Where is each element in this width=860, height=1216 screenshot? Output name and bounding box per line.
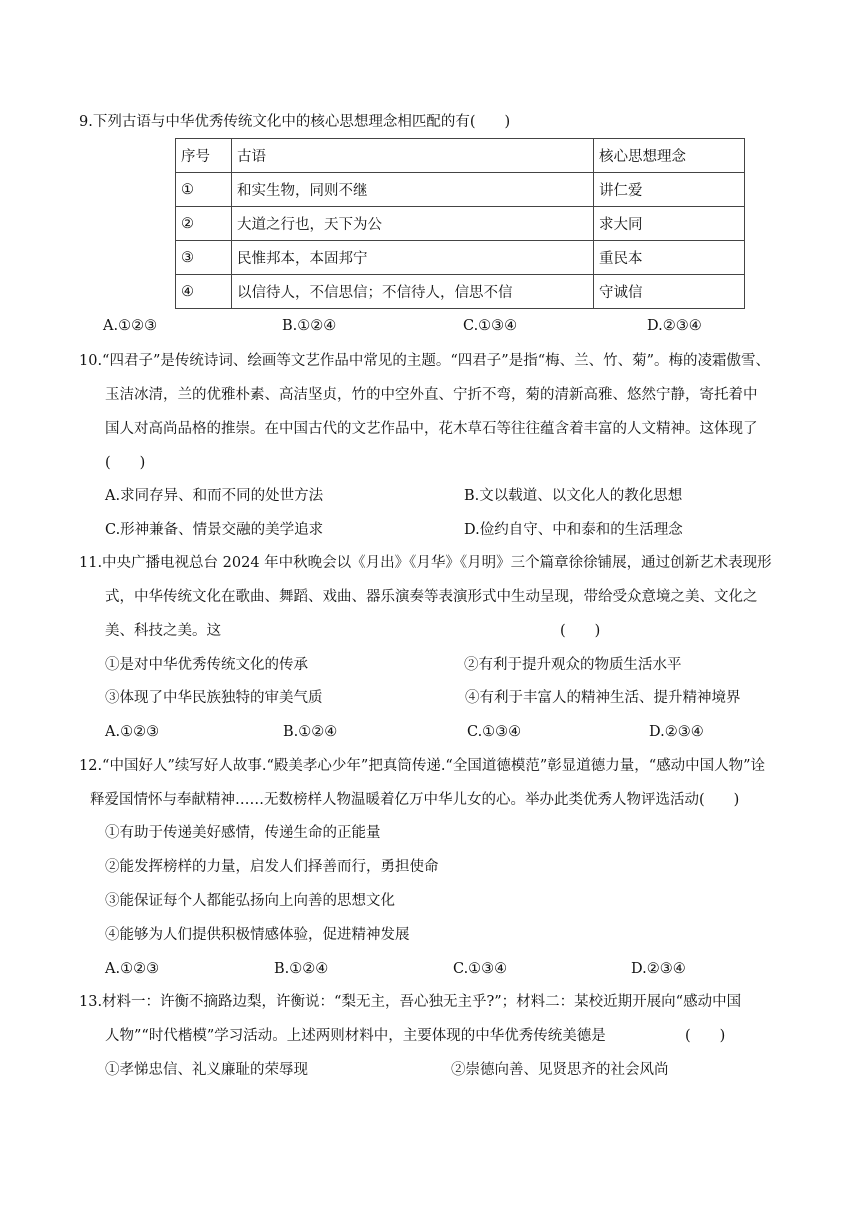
q10-stem-line: 玉洁冰清，兰的优雅朴素、高洁坚贞，竹的中空外直、宁折不弯，菊的清新高雅、悠然宁静，寄托着中 xyxy=(105,387,758,403)
q13-stem-line: 13.材料一：许衡不摘路边梨，许衡说：“梨无主，吾心独无主乎?”；材料二：某校近期开展向“感动中国 xyxy=(79,994,742,1010)
q10-stem-line: ( ) xyxy=(105,455,146,471)
statement-4: ④能够为人们提供积极情感体验，促进精神发展 xyxy=(105,927,410,943)
answer-paren: ( ) xyxy=(685,1028,726,1044)
q13-stem-line: 人物”“时代楷模”学习活动。上述两则材料中，主要体现的中华优秀传统美德是 xyxy=(105,1028,606,1044)
option-a[interactable]: A.①②③ xyxy=(105,961,160,977)
statement-4: ④有利于丰富人的精神生活、提升精神境界 xyxy=(465,690,741,706)
option-b[interactable]: B.①②④ xyxy=(274,961,329,977)
option-b[interactable]: B.文以载道、以文化人的教化思想 xyxy=(464,488,683,504)
q11-stem-line: 美、科技之美。这 xyxy=(105,623,221,639)
option-d[interactable]: D.②③④ xyxy=(647,318,702,334)
table-header-cell: 核心思想理念 xyxy=(594,139,745,173)
q9-stem: 9.下列古语与中华优秀传统文化中的核心思想理念相匹配的有( ) xyxy=(79,114,511,130)
option-d[interactable]: D.俭约自守、中和泰和的生活理念 xyxy=(464,522,683,538)
answer-paren: ( ) xyxy=(560,623,601,639)
table-header-cell: 古语 xyxy=(232,139,594,173)
q11-options xyxy=(105,722,805,742)
table-cell: ④ xyxy=(176,275,232,309)
option-c[interactable]: C.①③④ xyxy=(453,961,508,977)
q11-stem-line: 11.中央广播电视总台 2024 年中秋晚会以《月出》《月华》《月明》三个篇章徐徐铺展，通过创新艺术表现形 xyxy=(79,555,772,571)
table-cell: 以信待人，不信思信；不信待人，信思不信 xyxy=(232,275,594,309)
q12-stem-line: 12.“中国好人”续写好人故事.“殿美孝心少年”把真筒传递.“全国道德模范”彰显道德力量，“感动中国人物”诠 xyxy=(79,758,766,774)
q9-options xyxy=(103,316,803,336)
table-cell: 民惟邦本，本固邦宁 xyxy=(232,241,594,275)
table-cell: ③ xyxy=(176,241,232,275)
q12-stem-line: 释爱国情怀与奉献精神……无数榜样人物温暖着亿万中华儿女的心。举办此类优秀人物评选活动( ) xyxy=(90,792,740,808)
q10-stem-line: 10.“四君子”是传统诗词、绘画等文艺作品中常见的主题。“四君子”是指“梅、兰、竹、菊”。梅的凌霜傲雪、 xyxy=(79,353,771,369)
q10-options-row xyxy=(105,520,805,540)
statement-1: ①孝悌忠信、礼义廉耻的荣辱现 xyxy=(105,1062,308,1078)
table-cell: 和实生物，同则不继 xyxy=(232,173,594,207)
statement-2: ②能发挥榜样的力量，启发人们择善而行，勇担使命 xyxy=(105,859,439,875)
q13-statements-row xyxy=(105,1060,805,1080)
option-a[interactable]: A.①②③ xyxy=(105,724,160,740)
q11-statements-row xyxy=(105,655,805,675)
statement-2: ②崇德向善、见贤思齐的社会风尚 xyxy=(451,1062,669,1078)
option-b[interactable]: B.①②④ xyxy=(283,724,338,740)
option-c[interactable]: C.①③④ xyxy=(463,318,518,334)
option-c[interactable]: C.形神兼备、情景交融的美学追求 xyxy=(105,522,324,538)
table-cell: ① xyxy=(176,173,232,207)
q12-options xyxy=(105,959,805,979)
statement-1: ①是对中华优秀传统文化的传承 xyxy=(105,657,308,673)
statement-2: ②有利于提升观众的物质生活水平 xyxy=(464,657,682,673)
table-cell: ② xyxy=(176,207,232,241)
table-header-cell: 序号 xyxy=(176,139,232,173)
table-cell: 求大同 xyxy=(594,207,745,241)
option-b[interactable]: B.①②④ xyxy=(282,318,337,334)
table-row xyxy=(176,275,745,309)
q10-stem-line: 国人对高尚品格的推崇。在中国古代的文艺作品中，花木草石等往往蕴含着丰富的人文精神。这体现了 xyxy=(105,421,758,437)
q9-table xyxy=(175,138,745,309)
table-cell: 守诚信 xyxy=(594,275,745,309)
q11-statements-row xyxy=(105,688,805,708)
option-d[interactable]: D.②③④ xyxy=(631,961,686,977)
statement-3: ③能保证每个人都能弘扬向上向善的思想文化 xyxy=(105,893,395,909)
option-a[interactable]: A.①②③ xyxy=(103,318,158,334)
option-d[interactable]: D.②③④ xyxy=(649,724,704,740)
q10-options-row xyxy=(105,486,805,506)
table-row xyxy=(176,241,745,275)
option-c[interactable]: C.①③④ xyxy=(467,724,522,740)
table-row xyxy=(176,173,745,207)
table-cell: 讲仁爱 xyxy=(594,173,745,207)
table-cell: 重民本 xyxy=(594,241,745,275)
table-header-row xyxy=(176,139,745,173)
option-a[interactable]: A.求同存异、和而不同的处世方法 xyxy=(105,488,324,504)
statement-1: ①有助于传递美好感情，传递生命的正能量 xyxy=(105,825,381,841)
statement-3: ③体现了中华民族独特的审美气质 xyxy=(105,690,323,706)
table-cell: 大道之行也，天下为公 xyxy=(232,207,594,241)
q11-stem-line: 式，中华传统文化在歌曲、舞蹈、戏曲、器乐演奏等表演形式中生动呈现，带给受众意境之美、文化之 xyxy=(105,589,758,605)
table-row xyxy=(176,207,745,241)
